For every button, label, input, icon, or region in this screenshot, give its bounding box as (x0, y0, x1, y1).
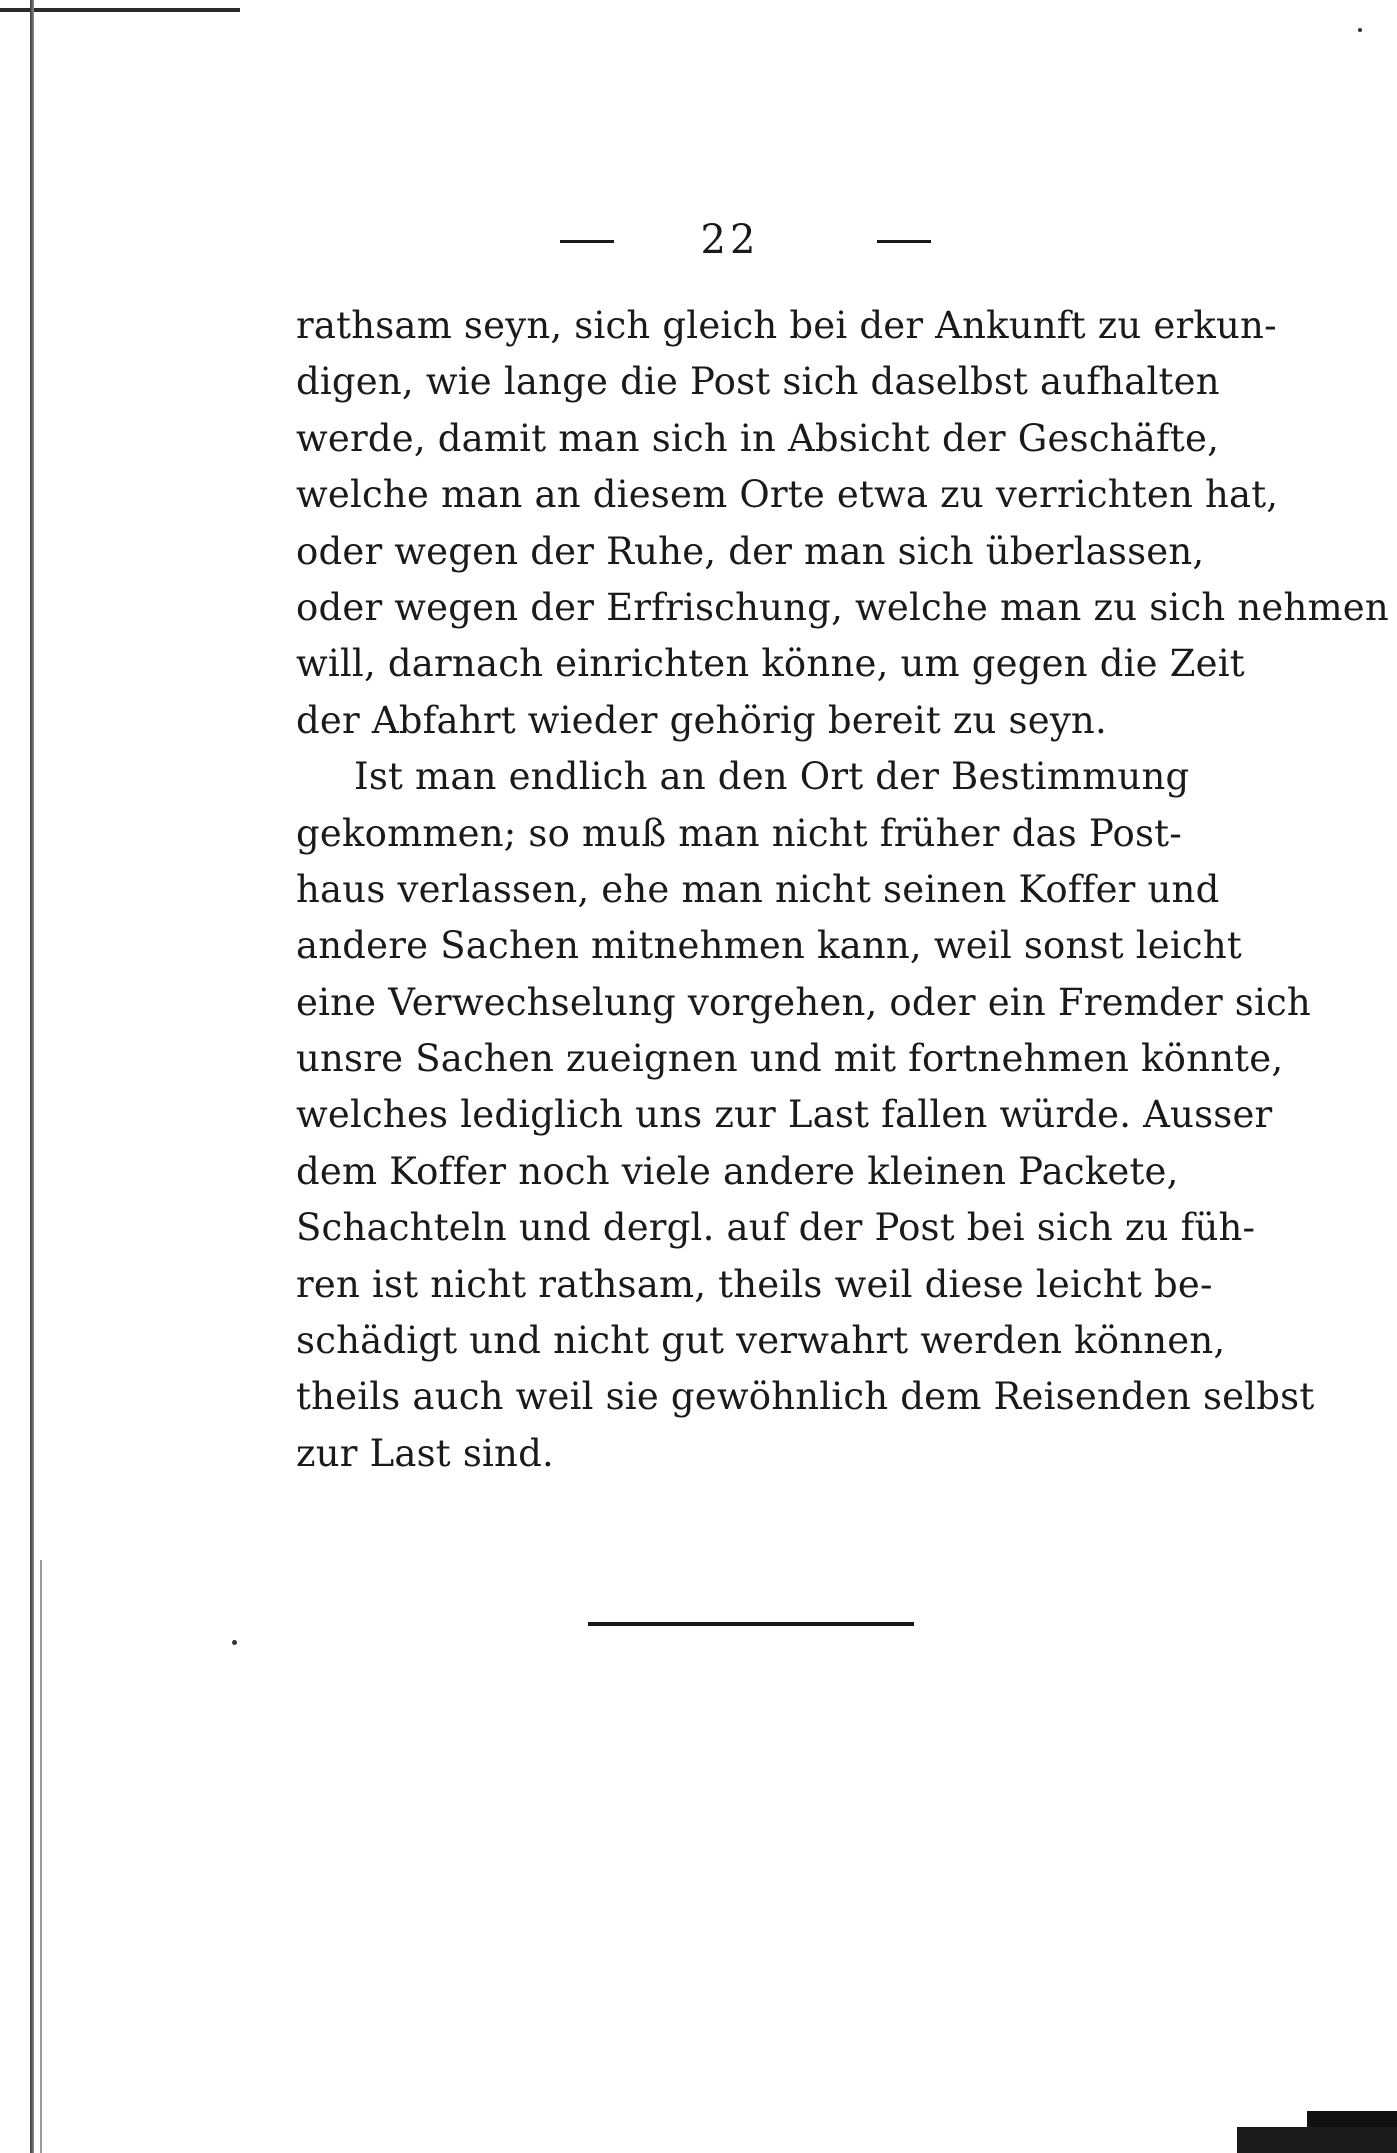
section-end-rule (588, 1622, 914, 1626)
text-line: eine Verwechselung vorgehen, oder ein Fremder sich (296, 980, 1311, 1024)
text-line: digen, wie lange die Post sich daselbst aufhalten (296, 360, 1220, 404)
text-line: welche man an diesem Orte etwa zu verrichten hat, (296, 473, 1279, 517)
text-line: ren ist nicht rathsam, theils weil diese leicht be- (296, 1262, 1213, 1306)
text-line: schädigt und nicht gut verwahrt werden können, (296, 1319, 1226, 1363)
text-line: dem Koffer noch viele andere kleinen Packete, (296, 1149, 1179, 1193)
scan-speck (232, 1640, 237, 1645)
text-line: werde, damit man sich in Absicht der Geschäfte, (296, 416, 1220, 460)
scan-left-edge-shadow (40, 1560, 42, 2153)
text-line: oder wegen der Erfrischung, welche man zu sich nehmen (296, 585, 1389, 629)
scan-left-edge (30, 0, 34, 2153)
text-line: haus verlassen, ehe man nicht seinen Koffer und (296, 867, 1220, 911)
text-line: der Abfahrt wieder gehörig bereit zu seyn. (296, 698, 1107, 742)
scan-corner-shadow (1237, 2127, 1397, 2153)
text-line: will, darnach einrichten könne, um gegen die Zeit (296, 642, 1245, 686)
scan-speck (1358, 28, 1362, 32)
header-dash-left (560, 240, 614, 243)
page-header (0, 210, 1397, 270)
text-line: theils auch weil sie gewöhnlich dem Reisenden selbst (296, 1375, 1315, 1419)
text-line: zur Last sind. (296, 1431, 554, 1475)
text-line: welches lediglich uns zur Last fallen würde. Ausser (296, 1093, 1273, 1137)
text-line: gekommen; so muß man nicht früher das Post- (296, 811, 1182, 855)
text-line: Ist man endlich an den Ort der Bestimmung (354, 755, 1190, 799)
text-line: oder wegen der Ruhe, der man sich überlassen, (296, 529, 1205, 573)
page-number: 22 (700, 217, 760, 263)
text-line: unsre Sachen zueignen und mit fortnehmen könnte, (296, 1037, 1284, 1081)
text-line: rathsam seyn, sich gleich bei der Ankunft zu erkun- (296, 304, 1277, 347)
text-line: andere Sachen mitnehmen kann, weil sonst leicht (296, 924, 1242, 968)
paragraph-1 (296, 298, 1389, 749)
header-dash-right (877, 240, 931, 243)
text-line: Schachteln und dergl. auf der Post bei sich zu füh- (296, 1206, 1256, 1250)
scan-top-rule (0, 8, 240, 12)
paragraph-2 (296, 749, 1315, 1482)
body-text (296, 298, 1389, 1482)
